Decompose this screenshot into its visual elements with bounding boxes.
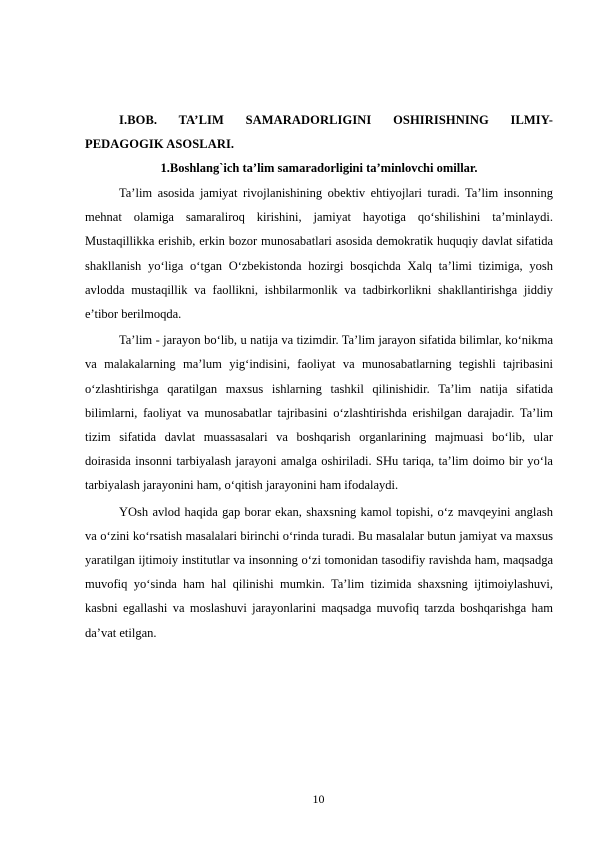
section-title: 1.Boshlang`ich ta’lim samaradorligini ta’minlovchi omillar. <box>160 161 478 175</box>
paragraph-3: YOsh avlod haqida gap borar ekan, shaxsning kamol topishi, o‘z mavqeyini anglash va o‘zini ko‘rsatish masalalari birinchi o‘rinda turadi. Bu masalalar butun jamiyat va maxsus yaratilgan ijtimoiy institutlar va insonning o‘zi tomonidan tasodifiy ravishda ham, maqsadga muvofiq yo‘sinda ham hal qilinishi mumkin. Ta’lim tizimida shaxsning ijtimoiylashuvi, kasbni egallashi va moslashuvi jarayonlarini maqsadga muvofiq tarzda boshqarishga ham da’vat etilgan. <box>85 504 553 640</box>
paragraph-2: Ta’lim - jarayon bo‘lib, u natija va tizimdir. Ta’lim jarayon sifatida bilimlar, ko‘nikma va malakalarning ma’lum yig‘indisini, faoliyat va munosabatlarning tegishli tajribasini o‘zlashtirishga qaratilgan maxsus ishlarning tashkil qilinishidir. Ta’lim natija sifatida bilimlarni, faoliyat va munosabatlar tajribasini o‘zlashtirishda erishilgan darajadir. Ta’lim tizim sifatida davlat muassasalari va boshqarish organlarining majmuasi bo‘lib, ular doirasida insonni tarbiyalash jarayoni amalga oshiriladi. SHu tariqa, ta’lim doimo bir yo‘la tarbiyalash jarayonini ham, o‘qitish jarayonini ham ifodalaydi. <box>85 333 553 493</box>
paragraph-1: Ta’lim asosida jamiyat rivojlanishining obektiv ehtiyojlari turadi. Ta’lim insonning mehnat olamiga samaraliroq kirishini, jamiyat hayotiga qo‘shilishini ta’minlaydi. Mustaqillikka erishib, erkin bozor munosabatlari asosida demokratik huquqiy davlat sifatida shakllanish yo‘liga o‘tgan O‘zbekistonda hozirgi bosqichda Xalq ta’limi tizimiga, yosh avlodda mustaqillik va faollikni, ishbilarmonlik va tadbirkorlikni shakllantirishga jiddiy e’tibor berilmoqda. <box>85 186 553 322</box>
chapter-title: I.BOB. TA’LIM SAMARADORLIGINI OSHIRISHNING ILMIY-PEDAGOGIK ASOSLARI. <box>85 113 553 151</box>
page-number: 10 <box>312 792 325 806</box>
page-content <box>85 108 553 647</box>
